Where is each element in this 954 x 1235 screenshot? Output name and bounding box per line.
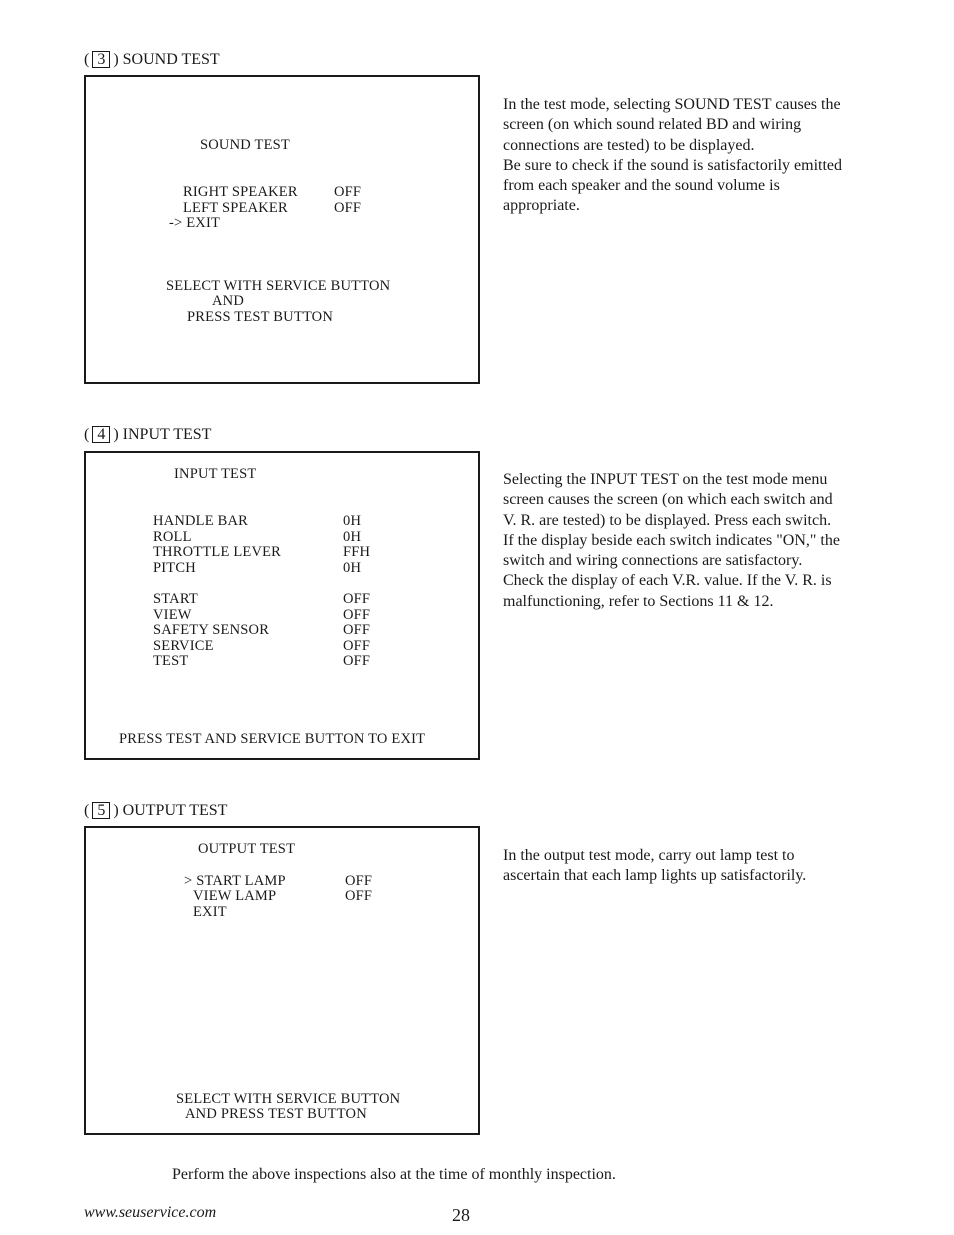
screen-row-label: LEFT SPEAKER <box>183 200 288 216</box>
paren-open: ( <box>84 426 90 443</box>
screen-footer-line: PRESS TEST BUTTON <box>187 309 334 325</box>
monthly-inspection-note: Perform the above inspections also at the time of monthly inspection. <box>172 1166 616 1183</box>
description-paragraph: Selecting the INPUT TEST on the test mode menu screen causes the screen (on which each switch and V. R. are tested) to be displayed. Press each switch. If the display beside each switch indicates "ON," the switch and wiring connections are satisfactory. <box>503 471 840 570</box>
input-row-label: SAFETY SENSOR <box>153 622 270 638</box>
input-row-value: FFH <box>343 544 371 560</box>
screen-exit-option: EXIT <box>193 904 227 920</box>
input-row-value: OFF <box>343 622 371 638</box>
output-row-value: OFF <box>345 888 373 904</box>
section-number-box: 5 <box>92 802 110 819</box>
input-row-label: HANDLE BAR <box>153 513 249 529</box>
input-row-label: THROTTLE LEVER <box>153 544 282 560</box>
screen-heading: INPUT TEST <box>174 466 257 482</box>
screen-heading: SOUND TEST <box>200 137 290 153</box>
output-row-label: VIEW LAMP <box>193 888 277 904</box>
sound-test-section-title <box>84 51 220 69</box>
screen-footer-line: AND <box>212 293 245 309</box>
screen-footer-line: SELECT WITH SERVICE BUTTON <box>166 278 391 294</box>
input-row-label: START <box>153 591 198 607</box>
screen-footer-line: SELECT WITH SERVICE BUTTON <box>176 1091 401 1107</box>
input-row-label: TEST <box>153 653 189 669</box>
input-row-label: ROLL <box>153 529 192 545</box>
screen-row-value: OFF <box>334 200 362 216</box>
input-row-value: OFF <box>343 653 371 669</box>
input-row-label: PITCH <box>153 560 196 576</box>
section-title-text: ) SOUND TEST <box>113 51 220 68</box>
section-number-box: 3 <box>92 51 110 68</box>
page-number: 28 <box>452 1205 470 1225</box>
input-test-section-title <box>84 426 211 444</box>
screen-footer-line: PRESS TEST AND SERVICE BUTTON TO EXIT <box>119 731 426 747</box>
section-number-box: 4 <box>92 426 110 443</box>
input-row-value: OFF <box>343 591 371 607</box>
paren-open: ( <box>84 51 90 68</box>
input-row-label: SERVICE <box>153 638 214 654</box>
input-row-value: 0H <box>343 513 362 529</box>
output-test-description <box>503 846 843 887</box>
description-paragraph: In the test mode, selecting SOUND TEST causes the screen (on which sound related BD and wiring connections are tested) to be displayed. <box>503 96 841 154</box>
sound-test-description <box>503 95 843 217</box>
input-test-screen <box>84 451 480 760</box>
website-url: www.seuservice.com <box>84 1204 217 1221</box>
output-test-section-title <box>84 802 227 820</box>
description-paragraph: In the output test mode, carry out lamp test to ascertain that each lamp lights up satisfactorily. <box>503 847 807 885</box>
output-row-value: OFF <box>345 873 373 889</box>
input-row-value: 0H <box>343 529 362 545</box>
screen-row-value: OFF <box>334 184 362 200</box>
input-row-value: OFF <box>343 607 371 623</box>
screen-heading: OUTPUT TEST <box>198 841 296 857</box>
output-test-screen <box>84 826 480 1135</box>
section-title-text: ) INPUT TEST <box>113 426 212 443</box>
output-row-label: > START LAMP <box>184 873 286 889</box>
description-paragraph: Be sure to check if the sound is satisfactorily emitted from each speaker and the sound volume is appropriate. <box>503 156 843 215</box>
input-row-value: 0H <box>343 560 362 576</box>
paren-open: ( <box>84 802 90 819</box>
sound-test-screen <box>84 75 480 384</box>
input-row-label: VIEW <box>153 607 192 623</box>
description-paragraph: Check the display of each V.R. value. If the V. R. is malfunctioning, refer to Sections 11 & 12. <box>503 572 832 610</box>
section-title-text: ) OUTPUT TEST <box>113 802 228 819</box>
input-row-value: OFF <box>343 638 371 654</box>
screen-footer-line: AND PRESS TEST BUTTON <box>185 1106 367 1122</box>
screen-exit-option: -> EXIT <box>169 215 221 231</box>
screen-row-label: RIGHT SPEAKER <box>183 184 298 200</box>
input-test-description <box>503 470 843 612</box>
